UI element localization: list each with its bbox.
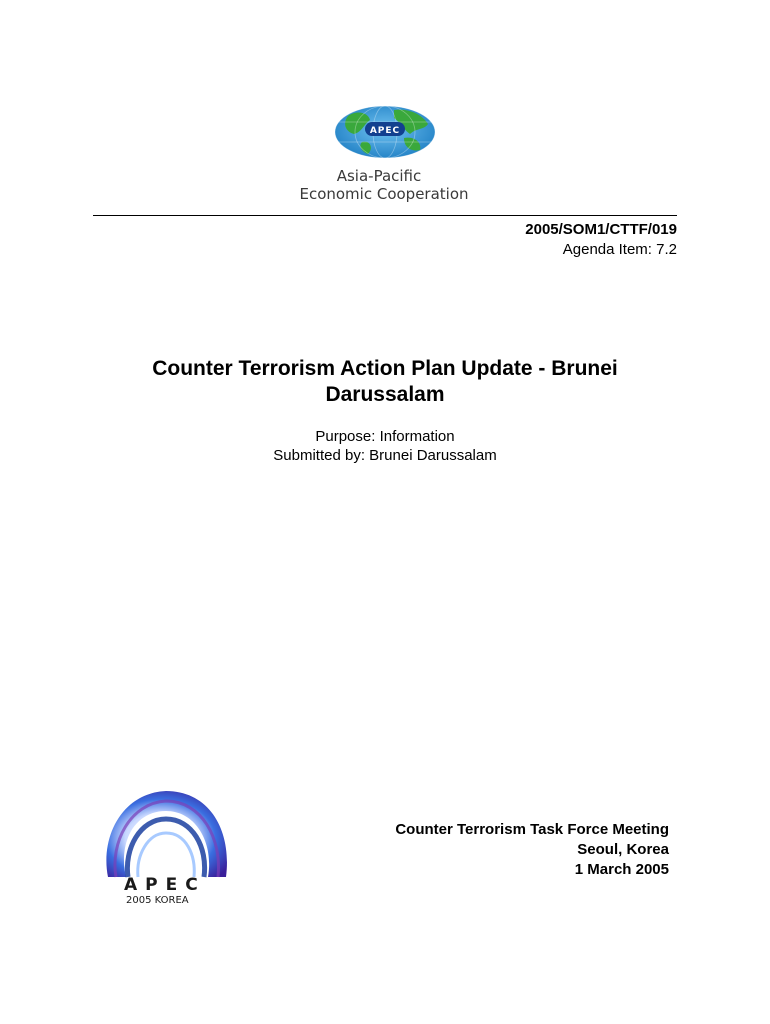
meeting-location: Seoul, Korea bbox=[577, 841, 669, 858]
apec-globe-icon bbox=[334, 104, 436, 160]
header-divider bbox=[93, 215, 677, 216]
title-line1: Counter Terrorism Action Plan Update - Brunei bbox=[152, 357, 618, 380]
apec-logo bbox=[290, 104, 480, 204]
org-name-line2: Economic Cooperation bbox=[299, 185, 469, 203]
logo-badge-text: APEC bbox=[369, 126, 401, 136]
meeting-date: 1 March 2005 bbox=[574, 861, 669, 878]
apec-2005-korea-logo bbox=[98, 787, 234, 911]
document-title bbox=[100, 356, 670, 408]
document-meta bbox=[100, 427, 670, 465]
submitted-by-text: Submitted by: Brunei Darussalam bbox=[273, 447, 497, 464]
meeting-name: Counter Terrorism Task Force Meeting bbox=[395, 821, 669, 838]
apec-2005-korea-swirl-icon bbox=[98, 787, 234, 883]
footer-logo-sub: 2005 KOREA bbox=[126, 895, 189, 906]
agenda-item: Agenda Item: 7.2 bbox=[562, 241, 677, 258]
footer-logo-word: APEC bbox=[124, 875, 206, 895]
meeting-details bbox=[395, 820, 669, 880]
purpose-text: Purpose: Information bbox=[315, 428, 455, 445]
org-name-line1: Asia-Pacific bbox=[336, 167, 422, 185]
document-code: 2005/SOM1/CTTF/019 bbox=[525, 221, 677, 238]
title-line2: Darussalam bbox=[325, 383, 445, 406]
document-reference bbox=[525, 220, 677, 260]
